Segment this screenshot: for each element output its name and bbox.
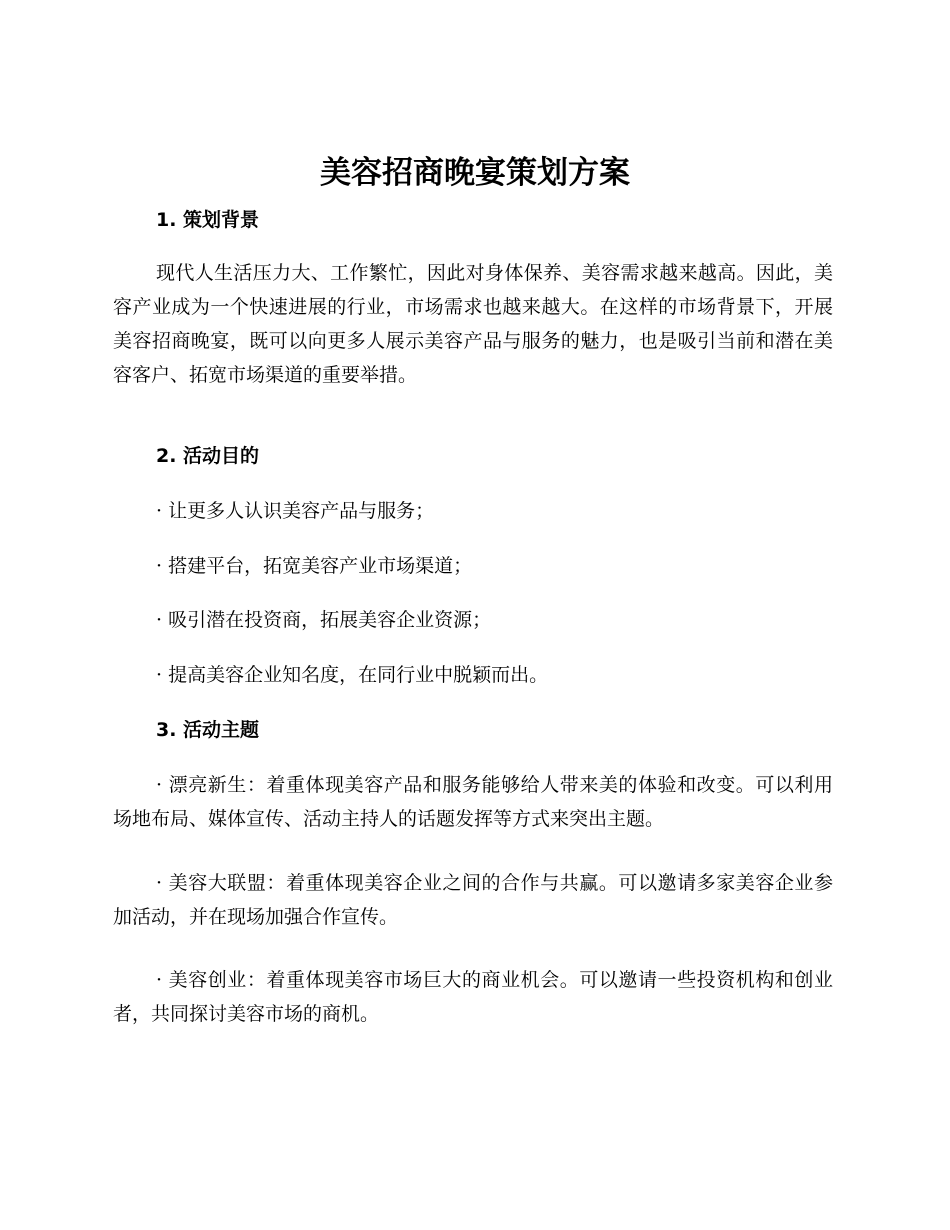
document-title: 美容招商晚宴策划方案 [320,155,630,191]
section-heading-purpose: 2. 活动目的 [156,445,260,467]
theme-paragraph: · 美容大联盟：着重体现美容企业之间的合作与共赢。可以邀请多家美容企业参加活动，并在现场加强合作宣传。 [113,872,833,928]
purpose-list-item: · 吸引潜在投资商，拓展美容企业资源； [156,609,492,631]
section-heading-background: 1. 策划背景 [156,209,260,231]
purpose-list-item: · 让更多人认识美容产品与服务； [156,500,435,522]
purpose-list-item: · 搭建平台，拓宽美容产业市场渠道； [156,555,473,577]
background-paragraph: 现代人生活压力大、工作繁忙，因此对身体保养、美容需求越来越高。因此，美容产业成为一个快速进展的行业，市场需求也越来越大。在这样的市场背景下，开展美容招商晚宴，既可以向更多人展示美容产品与服务的魅力，也是吸引当前和潜在美容客户、拓宽市场渠道的重要举措。 [113,262,833,386]
theme-paragraph: · 漂亮新生：着重体现美容产品和服务能够给人带来美的体验和改变。可以利用场地布局、媒体宣传、活动主持人的话题发挥等方式来突出主题。 [113,774,833,830]
purpose-list-item: · 提高美容企业知名度，在同行业中脱颖而出。 [156,664,549,686]
section-heading-theme: 3. 活动主题 [156,719,260,741]
theme-paragraph: · 美容创业：着重体现美容市场巨大的商业机会。可以邀请一些投资机构和创业者，共同探讨美容市场的商机。 [113,969,833,1025]
